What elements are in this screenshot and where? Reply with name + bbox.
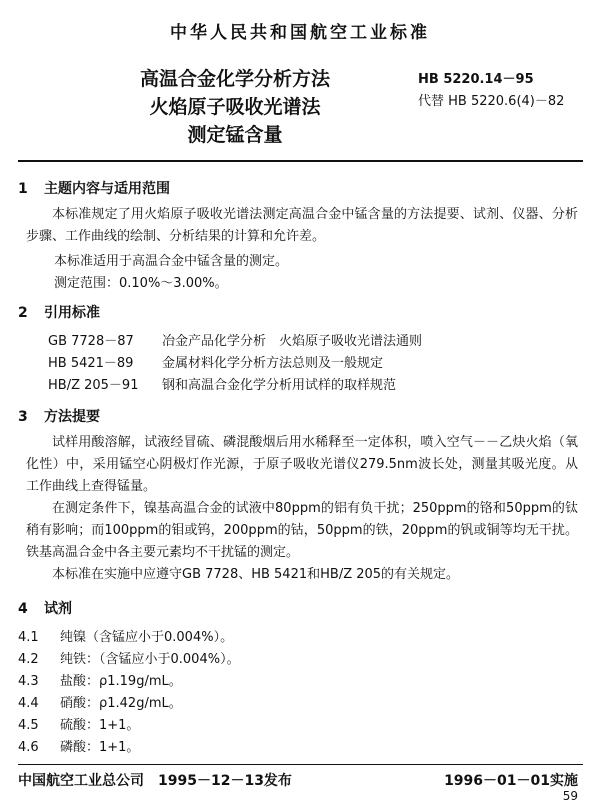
reference-name: 金属材料化学分析方法总则及一般规定 — [162, 356, 384, 371]
title-line-3: 测定锰含量 — [187, 124, 283, 146]
section-title: 主题内容与适用范围 — [44, 181, 170, 197]
section-4-heading — [18, 598, 72, 618]
section-number: 1 — [18, 181, 28, 197]
reference-item — [48, 352, 383, 371]
page-number: 59 — [562, 789, 578, 803]
section-number: 3 — [18, 409, 28, 425]
reagent-item — [18, 736, 139, 755]
standard-code: HB 5220.14－95 — [418, 72, 534, 87]
reagent-number: 4.3 — [18, 674, 39, 689]
reagent-item — [18, 692, 182, 711]
section-1-paragraph: 本标准规定了用火焰原子吸收光谱法测定高温合金中锰含量的方法提要、试剂、仪器、分析步骤、工作曲线的绘制、分析结果的计算和允许差。 — [26, 207, 578, 244]
reference-code: HB 5421－89 — [48, 356, 134, 371]
reference-code: GB 7728－87 — [48, 334, 134, 349]
title-line-2: 火焰原子吸收光谱法 — [149, 96, 321, 118]
section-3-paragraph-1: 试样用酸溶解，试液经冒硫、磷混酸烟后用水稀释至一定体积，喷入空气－－乙炔火焰（氧化性）中，采用锰空心阴极灯作光源，于原子吸收光谱仪279.5nm波长处，测量其吸光度。从工作曲线上查得锰量。 — [26, 435, 578, 494]
section-2-heading — [18, 302, 100, 322]
section-title: 试剂 — [44, 601, 72, 617]
section-title: 引用标准 — [44, 305, 100, 321]
reagent-text: 磷酸：1+1。 — [60, 740, 140, 755]
effective-date: 1996－01－01实施 — [444, 773, 578, 789]
replaces-code: 代替 HB 5220.6(4)－82 — [418, 94, 565, 109]
reagent-number: 4.5 — [18, 718, 39, 733]
reagent-text: 盐酸：ρ1.19g/mL。 — [60, 674, 182, 689]
section-number: 4 — [18, 601, 28, 617]
section-1-heading — [18, 178, 170, 198]
reagent-number: 4.4 — [18, 696, 39, 711]
reagent-number: 4.2 — [18, 652, 39, 667]
footer-divider — [18, 764, 583, 765]
reagent-text: 纯镍（含锰应小于0.004%）。 — [60, 630, 234, 645]
section-1-line-1: 本标准适用于高温合金中锰含量的测定。 — [54, 254, 289, 269]
reagent-number: 4.1 — [18, 630, 39, 645]
section-1-line-2: 测定范围：0.10%～3.00%。 — [54, 276, 228, 291]
reagent-item — [18, 648, 240, 667]
reagent-text: 硫酸：1+1。 — [60, 718, 140, 733]
reagent-text: 纯铁：（含锰应小于0.004%）。 — [60, 652, 240, 667]
reference-name: 冶金产品化学分析 火焰原子吸收光谱法通则 — [162, 334, 423, 349]
section-3-paragraph-2: 在测定条件下，镍基高温合金的试液中80ppm的铝有负干扰；250ppm的铬和50ppm的钛稍有影响；而100ppm的钼或钨，200ppm的钴，50ppm的铁，20ppm的钒或铜等均无干扰。铁基高温合金中各主要元素均不干扰锰的测定。 — [26, 501, 578, 560]
section-title: 方法提要 — [44, 409, 100, 425]
reagent-item — [18, 670, 182, 689]
reagent-item — [18, 714, 139, 733]
reagent-item — [18, 626, 233, 645]
reference-item — [48, 330, 422, 349]
section-3-heading — [18, 406, 100, 426]
section-number: 2 — [18, 305, 28, 321]
reference-code: HB/Z 205－91 — [48, 378, 139, 393]
title-divider — [18, 160, 583, 162]
reference-item — [48, 374, 396, 393]
reagent-number: 4.6 — [18, 740, 39, 755]
standard-header: 中华人民共和国航空工业标准 — [170, 23, 430, 43]
title-line-1: 高温合金化学分析方法 — [139, 68, 330, 90]
issue-date: 中国航空工业总公司 1995－12－13发布 — [18, 773, 292, 789]
reagent-text: 硝酸：ρ1.42g/mL。 — [60, 696, 182, 711]
reference-name: 钢和高温合金化学分析用试样的取样规范 — [162, 378, 397, 393]
section-3-paragraph-3: 本标准在实施中应遵守GB 7728、HB 5421和HB/Z 205的有关规定。 — [52, 567, 460, 582]
